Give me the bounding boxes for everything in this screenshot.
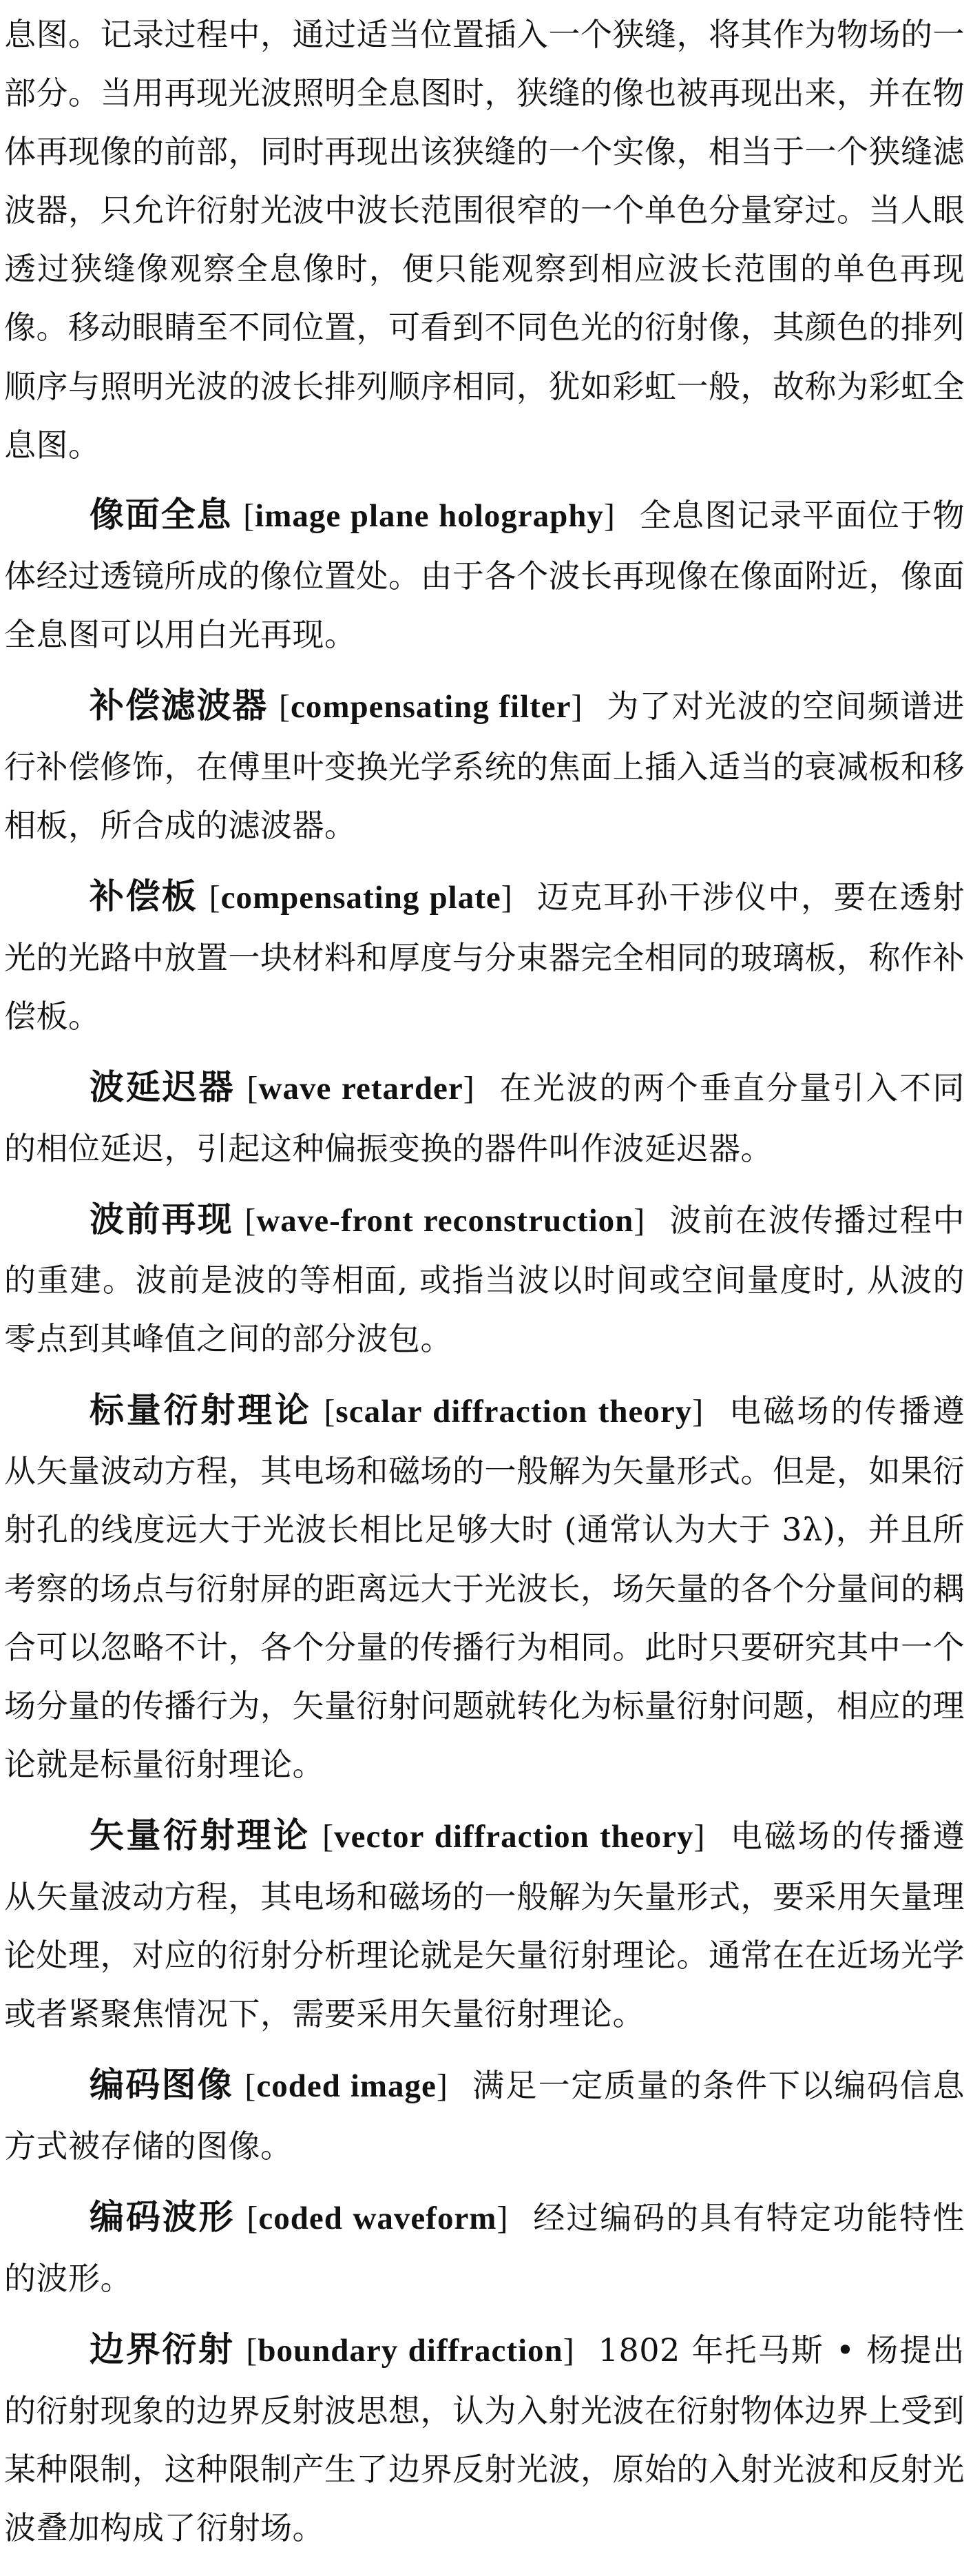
entry-definition: 在光波的两个垂直分量引入不同的相位延迟，引起这种偏振变换的器件叫作波延迟器。 bbox=[4, 1069, 965, 1167]
entry-term: 边界衍射 bbox=[90, 2329, 235, 2369]
glossary-entry bbox=[4, 674, 965, 855]
entry-term-english-text: coded image bbox=[256, 2068, 437, 2105]
entry-definition: 经过编码的具有特定功能特性的波形。 bbox=[4, 2198, 965, 2297]
entry-term-english: [wave retarder] bbox=[247, 1069, 475, 1106]
entry-definition: 全息图记录平面位于物体经过透镜所成的像位置处。由于各个波长再现像在像面附近，像面全息图可以用白光再现。 bbox=[4, 496, 965, 653]
glossary-entry bbox=[4, 2185, 965, 2308]
entry-definition: 电磁场的传播遵从矢量波动方程，其电场和磁场的一般解为矢量形式。但是，如果衍射孔的线度远大于光波长相比足够大时 (通常认为大于 3λ)，并且所考察的场点与衍射屏的距离远大于光波长，场矢量的各个分量间的耦合可以忽略不计，各个分量的传播行为相同。此时只要研究其中一个场分量的传播行为，矢量衍射问题就转化为标量衍射问题，相应的理论就是标量衍射理论。 bbox=[4, 1392, 965, 1783]
entry-term-english-text: coded waveform bbox=[258, 2200, 497, 2236]
entry-term: 波前再现 bbox=[90, 1199, 233, 1239]
entry-term-english: [coded image] bbox=[244, 2068, 448, 2105]
entry-term-english: [boundary diffraction] bbox=[246, 2331, 575, 2369]
entry-term-english: [wave-front reconstruction] bbox=[244, 1202, 646, 1239]
entry-term-english-text: boundary diffraction bbox=[258, 2332, 563, 2369]
entry-definition: 1802 年托马斯 • 杨提出的衍射现象的边界反射波思想，认为入射光波在衍射物体边界上受到某种限制，这种限制产生了边界反射光波，原始的入射光波和反射光波叠加构成了衍射场。 bbox=[4, 2331, 965, 2546]
entry-term: 标量衍射理论 bbox=[90, 1390, 312, 1430]
entry-term-english-text: scalar diffraction theory bbox=[335, 1393, 693, 1430]
entry-term-english: [image plane holography] bbox=[243, 497, 616, 534]
entry-definition: 为了对光波的空间频谱进行补偿修饰，在傅里叶变换光学系统的焦面上插入适当的衰减板和移相板，所合成的滤波器。 bbox=[4, 687, 965, 844]
entry-term-english-text: vector diffraction theory bbox=[334, 1818, 694, 1855]
entry-term: 波延迟器 bbox=[90, 1067, 236, 1107]
entry-term-english: [coded waveform] bbox=[247, 2199, 509, 2236]
glossary-entry bbox=[4, 1055, 965, 1178]
entry-term-english-text: compensating plate bbox=[220, 879, 501, 916]
entry-term-english-text: image plane holography bbox=[255, 497, 604, 534]
entry-definition: 迈克耳孙干涉仪中，要在透射光的光路中放置一块材料和厚度与分束器完全相同的玻璃板，称作补偿板。 bbox=[4, 878, 965, 1035]
glossary-entries bbox=[0, 483, 973, 2557]
entry-term-english-text: wave-front reconstruction bbox=[256, 1202, 634, 1239]
entry-definition: 满足一定质量的条件下以编码信息方式被存储的图像。 bbox=[4, 2067, 965, 2165]
entry-term: 补偿滤波器 bbox=[90, 685, 269, 725]
entry-definition: 波前在波传播过程中的重建。波前是波的等相面, 或指当波以时间或空间量度时, 从波的零点到其峰值之间的部分波包。 bbox=[4, 1201, 965, 1358]
entry-term-english-text: wave retarder bbox=[258, 1070, 463, 1106]
glossary-entry bbox=[4, 865, 965, 1046]
glossary-entry bbox=[4, 483, 965, 664]
entry-term: 矢量衍射理论 bbox=[90, 1815, 311, 1855]
entry-term-english: [vector diffraction theory] bbox=[322, 1817, 706, 1855]
entry-term-english: [compensating plate] bbox=[209, 878, 513, 916]
entry-term-english-text: compensating filter bbox=[291, 688, 572, 725]
entry-term: 补偿板 bbox=[90, 876, 198, 916]
glossary-entry bbox=[4, 1379, 965, 1794]
entry-term-english: [compensating filter] bbox=[279, 688, 583, 725]
glossary-entry bbox=[4, 1804, 965, 2043]
entry-term-english: [scalar diffraction theory] bbox=[324, 1392, 704, 1430]
glossary-entry bbox=[4, 2318, 965, 2557]
entry-term: 编码波形 bbox=[90, 2196, 236, 2237]
glossary-entry bbox=[4, 2053, 965, 2176]
entry-term: 像面全息 bbox=[90, 494, 233, 535]
glossary-entry bbox=[4, 1188, 965, 1369]
intro-paragraph: 息图。记录过程中，通过适当位置插入一个狭缝，将其作为物场的一部分。当用再现光波照明全息图时，狭缝的像也被再现出来，并在物体再现像的前部，同时再现出该狭缝的一个实像，相当于一个狭缝滤波器，只允许衍射光波中波长范围很窄的一个单色分量穿过。当人眼透过狭缝像观察全息像时，便只能观察到相应波长范围的单色再现像。移动眼睛至不同位置，可看到不同色光的衍射像，其颜色的排列顺序与照明光波的波长排列顺序相同，犹如彩虹一般，故称为彩虹全息图。 bbox=[4, 16, 965, 464]
entry-definition: 电磁场的传播遵从矢量波动方程，其电场和磁场的一般解为矢量形式，要采用矢量理论处理，对应的衍射分析理论就是矢量衍射理论。通常在在近场光学或者紧聚焦情况下，需要采用矢量衍射理论。 bbox=[4, 1817, 965, 2032]
entry-term: 编码图像 bbox=[90, 2065, 233, 2105]
